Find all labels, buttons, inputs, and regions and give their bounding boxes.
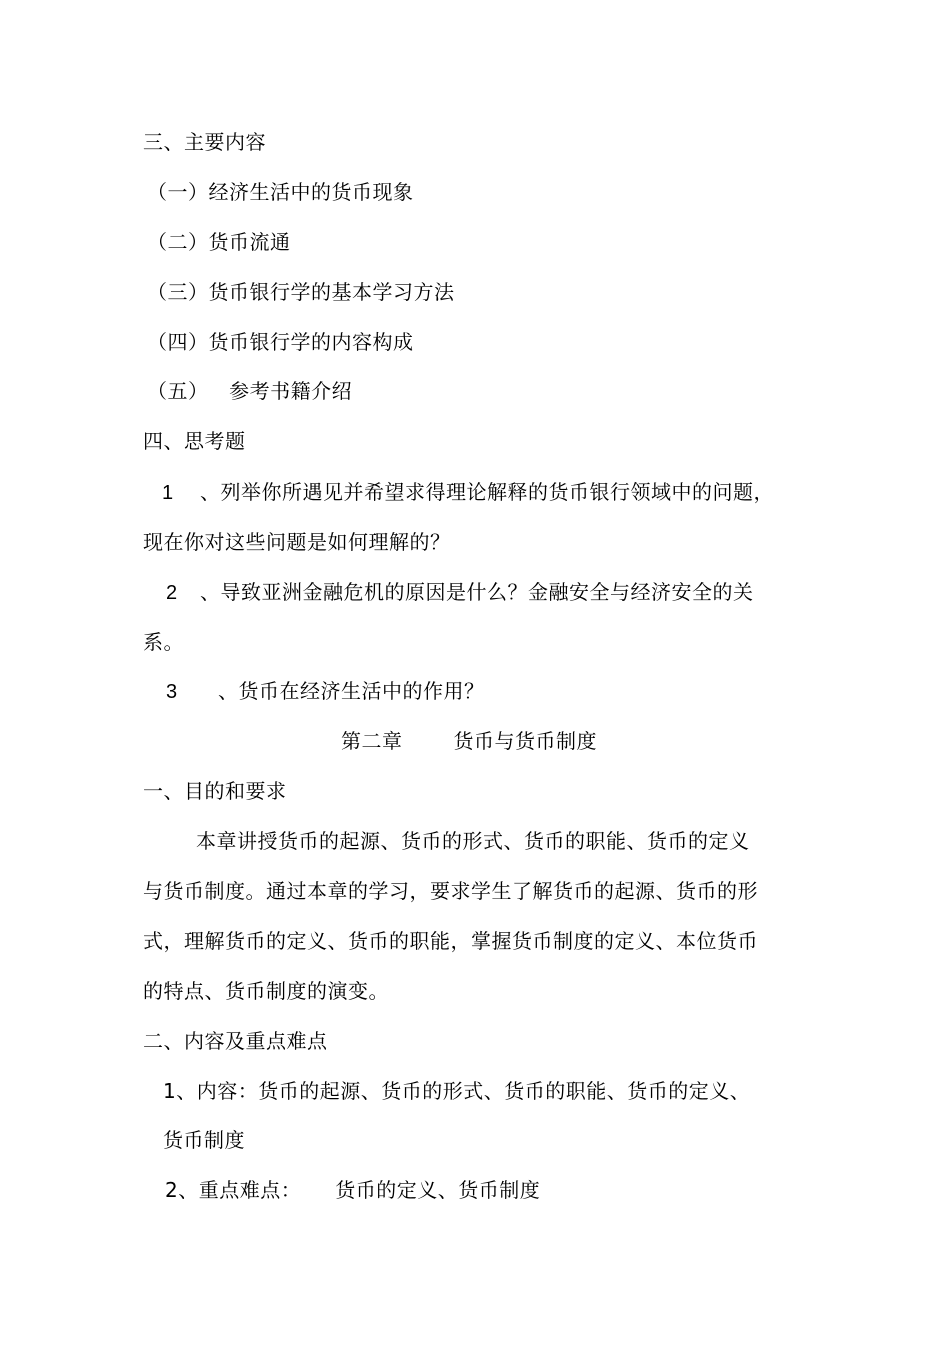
question-3-text: 、货币在经济生活中的作用？ <box>218 679 485 703</box>
section-3-item-3: （三）货币银行学的基本学习方法 <box>147 280 455 304</box>
question-2-text: 、导致亚洲金融危机的原因是什么？金融安全与经济安全的关 <box>200 580 754 604</box>
question-2-number: 2 <box>166 582 178 604</box>
objectives-line-4: 的特点、货币制度的演变。 <box>143 979 389 1003</box>
content-heading: 二、内容及重点难点 <box>143 1029 328 1053</box>
content-line-2: 货币制度 <box>163 1128 245 1152</box>
objectives-line-2: 与货币制度。通过本章的学习，要求学生了解货币的起源、货币的形 <box>143 879 758 903</box>
chapter-heading <box>341 727 597 755</box>
content-line-1: 1、内容：货币的起源、货币的形式、货币的职能、货币的定义、 <box>163 1079 751 1103</box>
section-3-item-5: （五） 参考书籍介绍 <box>147 379 353 403</box>
section-3-item-4: （四）货币银行学的内容构成 <box>147 330 414 354</box>
question-2-line-2: 系。 <box>143 630 184 654</box>
question-1-line-1 <box>162 478 774 507</box>
question-2-line-1 <box>166 578 754 607</box>
question-3-line-1 <box>166 677 485 706</box>
section-3-item-2: （二）货币流通 <box>147 230 291 254</box>
key-points-value: 货币的定义、货币制度 <box>335 1178 541 1202</box>
section-3-heading: 三、主要内容 <box>143 130 266 154</box>
section-4-heading: 四、思考题 <box>143 429 246 453</box>
objectives-heading: 一、目的和要求 <box>143 779 287 803</box>
section-3-item-1: （一）经济生活中的货币现象 <box>147 180 414 204</box>
chapter-number: 第二章 <box>341 729 403 753</box>
question-1-line-2: 现在你对这些问题是如何理解的？ <box>143 530 451 554</box>
objectives-line-1: 本章讲授货币的起源、货币的形式、货币的职能、货币的定义 <box>196 829 750 853</box>
question-1-number: 1 <box>162 482 174 504</box>
key-points-label: 2、重点难点： <box>165 1178 302 1202</box>
question-1-text: 、列举你所遇见并希望求得理论解释的货币银行领域中的问题， <box>200 480 774 504</box>
question-3-number: 3 <box>166 681 178 703</box>
chapter-title: 货币与货币制度 <box>453 729 597 753</box>
key-points-line <box>165 1176 540 1204</box>
objectives-line-3: 式，理解货币的定义、货币的职能，掌握货币制度的定义、本位货币 <box>143 929 758 953</box>
